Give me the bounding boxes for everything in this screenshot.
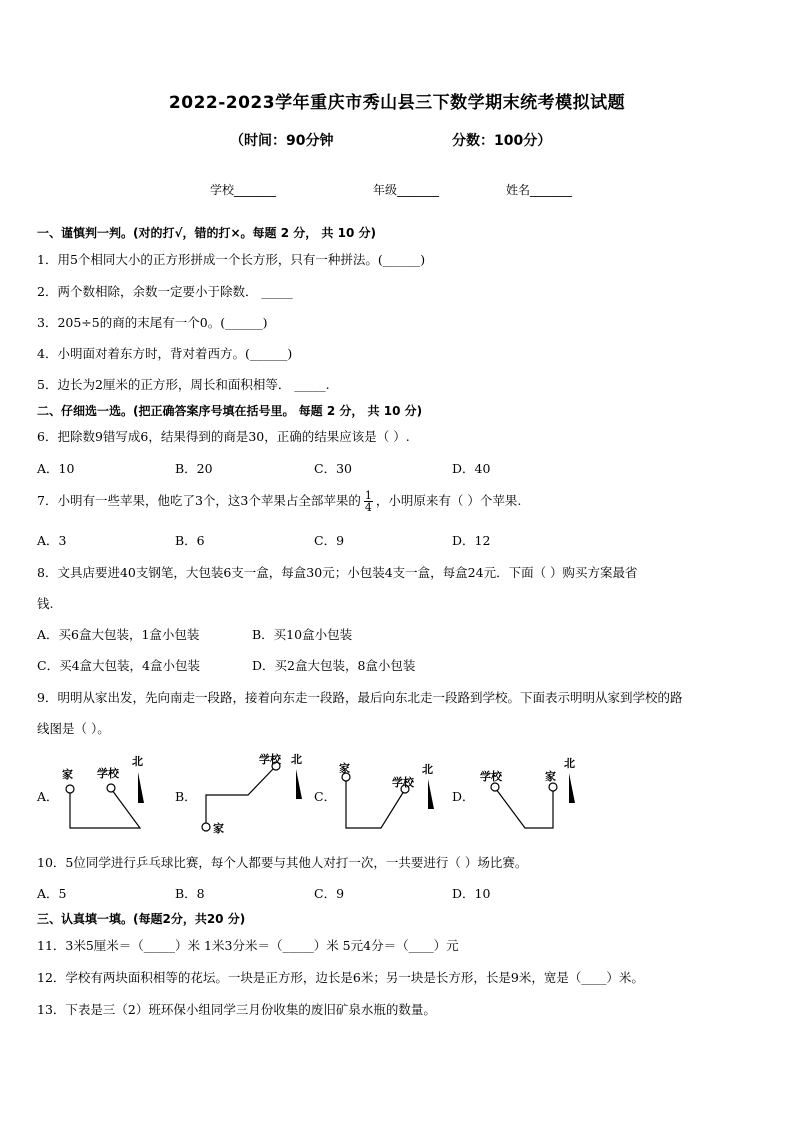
question-8-option-a: A．买6盒大包装，1盒小包装	[37, 627, 200, 642]
question-6: 6．把除数9错写成6，结果得到的商是30，正确的结果应该是（ ）.	[37, 429, 410, 444]
route-diagram-c	[339, 761, 434, 828]
label-north: 北	[291, 753, 302, 766]
question-6-option-b: B．20	[175, 461, 213, 476]
question-9-option-a: A．	[37, 789, 59, 804]
label-home: 家	[213, 822, 224, 835]
question-7-option-d: D．12	[452, 533, 491, 548]
exam-time: （时间：90分钟	[230, 133, 334, 149]
question-8-line-1: 8．文具店要进40支钢笔，大包装6支一盒，每盒30元；小包装4支一盒，每盒24元．下面（ ）购买方案最省	[37, 565, 638, 580]
question-13: 13．下表是三（2）班环保小组同学三月份收集的废旧矿泉水瓶的数量。	[37, 1002, 436, 1017]
question-9-option-d: D．	[452, 789, 475, 804]
section-1-heading: 一、谨慎判一判。(对的打√，错的打×。每题 2 分， 共 10 分)	[37, 226, 376, 240]
fraction-numerator: 1	[364, 489, 372, 502]
question-7-option-a: A．3	[37, 533, 67, 548]
label-school: 学校	[259, 753, 281, 766]
question-10-option-d: D．10	[452, 886, 491, 901]
question-12: 12．学校有两块面积相等的花坛。一块是正方形，边长是6米；另一块是长方形，长是9米，宽是（____）米。	[37, 970, 644, 985]
section-3-heading: 三、认真填一填。(每题2分，共20 分)	[37, 912, 246, 926]
name-field: 姓名_______	[506, 183, 573, 197]
question-9-line-2: 线图是（ ）。	[37, 721, 110, 736]
exam-score: 分数：100分）	[452, 133, 552, 149]
grade-field: 年级_______	[373, 183, 440, 197]
question-9-option-b: B．	[175, 789, 197, 804]
question-8-option-b: B．买10盒小包装	[252, 627, 353, 642]
section-2-heading: 二、仔细选一选。(把正确答案序号填在括号里。 每题 2 分， 共 10 分)	[37, 404, 423, 418]
label-home: 家	[545, 770, 556, 783]
question-8-line-2: 钱.	[37, 596, 54, 611]
north-arrow-icon	[428, 779, 434, 809]
question-9-line-1: 9．明明从家出发，先向南走一段路，接着向东走一段路，最后向东北走一段路到学校。下面表示明明从家到学校的路	[37, 690, 683, 705]
route-diagram-b	[202, 752, 302, 835]
page-title: 2022-2023学年重庆市秀山县三下数学期末统考模拟试题	[168, 93, 626, 113]
question-10-option-b: B．8	[175, 886, 205, 901]
question-4: 4．小明面对着东方时，背对着西方。(______)	[37, 346, 293, 361]
label-north: 北	[132, 755, 143, 768]
label-school: 学校	[392, 776, 414, 789]
question-6-option-a: A．10	[37, 461, 75, 476]
north-arrow-icon	[296, 769, 302, 799]
question-8-option-c: C．买4盒大包装，4盒小包装	[37, 658, 200, 673]
label-school: 学校	[480, 770, 502, 783]
question-2: 2．两个数相除，余数一定要小于除数． _____	[37, 284, 293, 299]
fraction-one-quarter	[364, 490, 373, 513]
label-home: 家	[62, 768, 73, 781]
label-home: 家	[339, 762, 350, 775]
question-8-option-d: D．买2盒大包装，8盒小包装	[252, 658, 416, 673]
question-6-option-d: D．40	[452, 461, 491, 476]
question-3: 3．205÷5的商的末尾有一个0。(______)	[37, 315, 268, 330]
question-10: 10．5位同学进行乒乓球比赛，每个人都要与其他人对打一次，一共要进行（ ）场比赛。	[37, 855, 528, 870]
label-school: 学校	[97, 767, 119, 780]
school-field: 学校_______	[210, 183, 277, 197]
question-7-text-pre: 7．小明有一些苹果，他吃了3个，这3个苹果占全部苹果的	[37, 493, 361, 508]
question-11: 11．3米5厘米＝（_____）米 1米3分米＝（_____）米 5元4分＝（____）元	[37, 938, 459, 953]
question-9-option-c: C．	[314, 789, 337, 804]
north-arrow-icon	[569, 773, 575, 803]
question-7-option-c: C．9	[314, 533, 345, 548]
route-diagrams	[0, 745, 794, 840]
question-10-option-a: A．5	[37, 886, 67, 901]
fraction-denominator: 4	[364, 501, 372, 514]
north-arrow-icon	[138, 772, 144, 803]
label-north: 北	[422, 763, 433, 776]
route-diagram-a	[62, 755, 144, 828]
question-5: 5．边长为2厘米的正方形，周长和面积相等． _____.	[37, 377, 330, 392]
question-7-option-b: B．6	[175, 533, 205, 548]
question-7	[37, 490, 521, 513]
question-10-option-c: C．9	[314, 886, 345, 901]
route-diagram-d	[480, 757, 575, 828]
question-7-text-post: ，小明原来有（ ）个苹果.	[375, 493, 522, 508]
question-6-option-c: C．30	[314, 461, 352, 476]
question-1: 1．用5个相同大小的正方形拼成一个长方形，只有一种拼法。(______)	[37, 252, 426, 267]
label-north: 北	[564, 757, 575, 770]
